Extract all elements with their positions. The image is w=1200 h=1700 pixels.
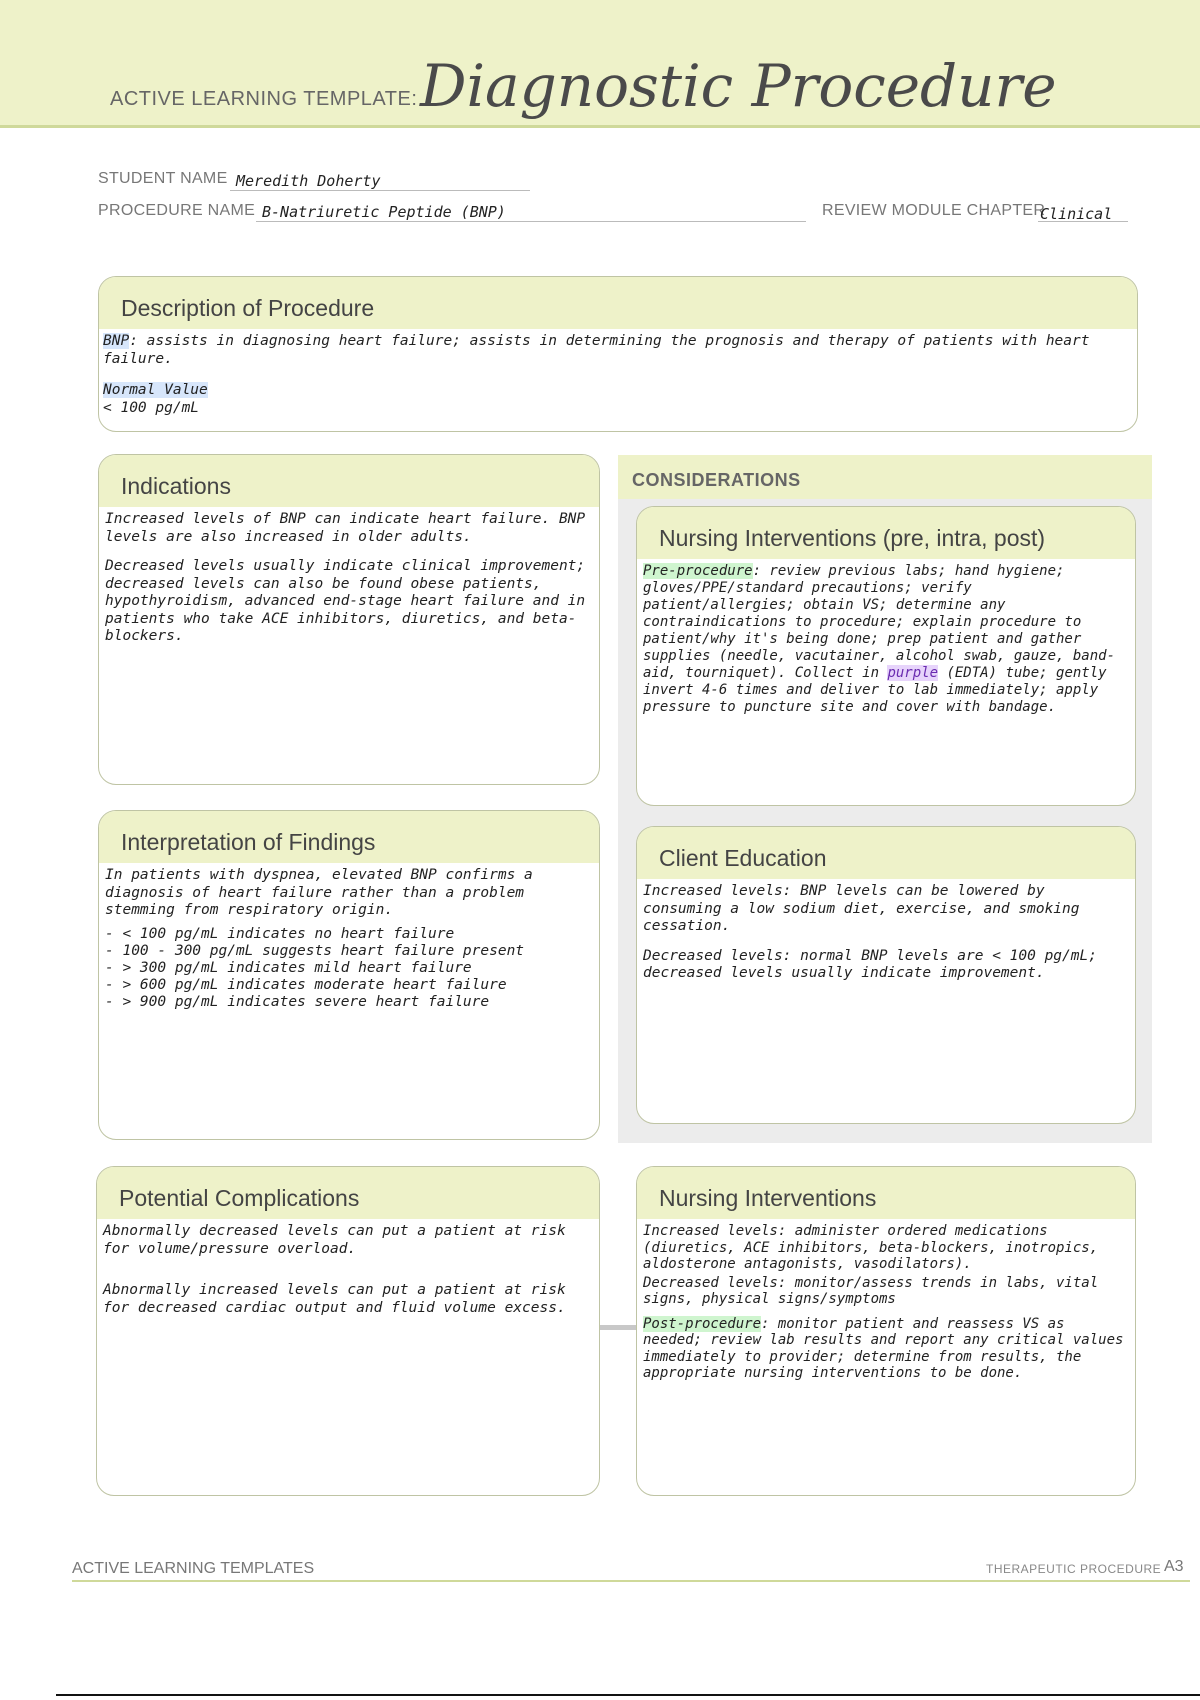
complications-para-1: Abnormally decreased levels can put a patient at risk for volume/pressure overload.: [103, 1223, 566, 1257]
client-education-box: [636, 826, 1136, 1124]
description-body: [99, 329, 1137, 421]
connector-bar: [600, 1325, 638, 1330]
procedure-name-label: PROCEDURE NAME: [98, 202, 256, 219]
bottom-rule: [56, 1694, 1200, 1696]
nursing-interventions-para-1: Increased levels: administer ordered medications (diuretics, ACE inhibitors, beta-blockers, inotropics, aldosterone antagonists, vasodilators).: [643, 1223, 1099, 1272]
interpretation-item: - > 300 pg/mL indicates mild heart failure: [105, 959, 472, 976]
normal-value-label: Normal Value: [103, 382, 208, 398]
procedure-name-line: [256, 221, 806, 222]
interpretation-item: - 100 - 300 pg/mL suggests heart failure present: [105, 942, 525, 959]
nursing-interventions-box: [636, 1166, 1136, 1496]
complications-box: [96, 1166, 600, 1496]
nursing-interventions-title: Nursing Interventions: [637, 1167, 1135, 1219]
description-text: : assists in diagnosing heart failure; assists in determining the prognosis and therapy of patients with heart failure.: [103, 333, 1090, 367]
pre-procedure-text-2: (EDTA) tube; gently invert 4-6 times and deliver to lab immediately; apply pressure to puncture site and cover with bandage.: [643, 665, 1107, 715]
indications-para-1: Increased levels of BNP can indicate heart failure. BNP levels are also increased in older adults.: [105, 511, 586, 545]
client-education-body: [637, 879, 1135, 999]
footer-left-label: ACTIVE LEARNING TEMPLATES: [72, 1560, 315, 1577]
footer-code: A3: [1164, 1558, 1184, 1575]
interpretation-title: Interpretation of Findings: [99, 811, 599, 863]
complications-para-2: Abnormally increased levels can put a patient at risk for decreased cardiac output and fluid volume excess.: [103, 1282, 566, 1316]
client-education-para-2: Decreased levels: normal BNP levels are < 100 pg/mL; decreased levels usually indicate improvement.: [643, 947, 1097, 981]
footer-right-label: THERAPEUTIC PROCEDURE: [986, 1562, 1162, 1576]
pre-procedure-text-1: : review previous labs; hand hygiene; gloves/PPE/standard precautions; verify patient/allergies; obtain VS; determine any contraindications to procedure; explain procedure to patient/why it's being done; prep patient and gather supplies (needle, vacutainer, alcohol swab, gauze, band-aid, tourniquet). Collect in: [643, 563, 1116, 681]
pre-procedure-tag: Pre-procedure: [643, 563, 753, 579]
interpretation-item: - > 600 pg/mL indicates moderate heart failure: [105, 976, 507, 993]
nursing-pre-title: Nursing Interventions (pre, intra, post): [637, 507, 1135, 559]
template-label: ACTIVE LEARNING TEMPLATE:: [110, 88, 418, 110]
normal-value: < 100 pg/mL: [103, 399, 200, 416]
client-education-title: Client Education: [637, 827, 1135, 879]
post-procedure-tag: Post-procedure: [643, 1315, 762, 1332]
interpretation-para-1: In patients with dyspnea, elevated BNP confirms a diagnosis of heart failure rather than a problem stemming from respiratory origin.: [105, 867, 533, 918]
nursing-interventions-body: [637, 1219, 1135, 1398]
review-module-value: Clinical: [1040, 205, 1113, 223]
nursing-interventions-para-2: Decreased levels: monitor/assess trends in labs, vital signs, physical signs/symptoms: [643, 1274, 1099, 1307]
bnp-tag: BNP: [103, 333, 130, 349]
student-name-line: [230, 190, 530, 191]
description-title: Description of Procedure: [99, 277, 1137, 329]
description-box: [98, 276, 1138, 432]
purple-tube-label: purple: [887, 665, 939, 681]
interpretation-item: - < 100 pg/mL indicates no heart failure: [105, 925, 455, 942]
indications-box: [98, 454, 600, 785]
post-procedure-text: : monitor patient and reassess VS as needed; review lab results and report any critical values immediately to provider; determine from results, the appropriate nursing interventions to be done.: [643, 1315, 1124, 1381]
student-name-value: Meredith Doherty: [236, 172, 381, 190]
page-title: Diagnostic Procedure: [420, 52, 1057, 120]
interpretation-list: [105, 926, 593, 1011]
indications-body: [99, 507, 599, 662]
interpretation-body: [99, 863, 599, 1015]
interpretation-box: [98, 810, 600, 1140]
procedure-name-value: B-Natriuretic Peptide (BNP): [262, 203, 506, 221]
client-education-para-1: Increased levels: BNP levels can be lowered by consuming a low sodium diet, exercise, and smoking cessation.: [643, 883, 1080, 934]
nursing-pre-box: [636, 506, 1136, 806]
indications-para-2: Decreased levels usually indicate clinical improvement; decreased levels can also be found obese patients, hypothyroidism, advanced end-stage heart failure and in patients who take ACE inhibitors, diuretics, and beta-blockers.: [105, 558, 586, 644]
considerations-label: CONSIDERATIONS: [632, 470, 801, 490]
complications-body: [97, 1219, 599, 1333]
interpretation-item: - > 900 pg/mL indicates severe heart failure: [105, 993, 490, 1010]
student-name-label: STUDENT NAME: [98, 170, 228, 187]
review-module-label: REVIEW MODULE CHAPTER: [822, 202, 1046, 219]
indications-title: Indications: [99, 455, 599, 507]
nursing-pre-body: [637, 559, 1135, 732]
footer-rule: [72, 1580, 1190, 1582]
complications-title: Potential Complications: [97, 1167, 599, 1219]
